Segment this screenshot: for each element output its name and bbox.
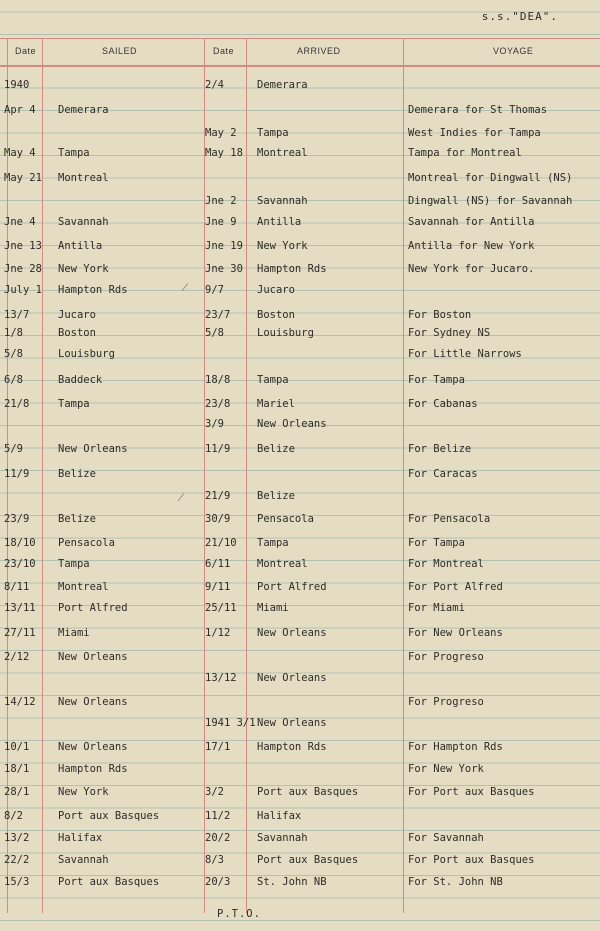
voyage-text: For New Orleans: [408, 627, 503, 639]
arrived-port: Port Alfred: [257, 581, 327, 593]
header-date-sailed: Date: [15, 46, 37, 56]
sailed-date: Jne 28: [4, 263, 42, 275]
voyage-text: For Caracas: [408, 468, 478, 480]
arrived-port: Antilla: [257, 216, 302, 228]
sailed-date: May 4: [4, 147, 36, 159]
sailed-date: Jne 4: [4, 216, 36, 228]
sailed-date: 6/8: [4, 374, 23, 386]
arrived-date: 18/8: [205, 374, 231, 386]
arrived-date: 1941 3/1: [205, 717, 256, 729]
sailed-date: 8/11: [4, 581, 30, 593]
arrived-port: Mariel: [257, 398, 295, 410]
sailed-port: New Orleans: [58, 741, 128, 753]
voyage-text: For Cabanas: [408, 398, 478, 410]
arrived-date: 20/2: [205, 832, 231, 844]
sailed-date: Jne 13: [4, 240, 42, 252]
arrived-port: Demerara: [257, 79, 308, 91]
sailed-port: New Orleans: [58, 443, 128, 455]
arrived-port: Louisburg: [257, 327, 314, 339]
arrived-date: 9/7: [205, 284, 224, 296]
sailed-port: Savannah: [58, 216, 109, 228]
sailed-port: New Orleans: [58, 696, 128, 708]
arrived-port: Tampa: [257, 537, 289, 549]
arrived-port: New Orleans: [257, 717, 327, 729]
arrived-date: 5/8: [205, 327, 224, 339]
sailed-date: 18/1: [4, 763, 30, 775]
sailed-port: Tampa: [58, 398, 90, 410]
arrived-port: Hampton Rds: [257, 741, 327, 753]
arrived-port: Port aux Basques: [257, 786, 359, 798]
arrived-port: Pensacola: [257, 513, 314, 525]
arrived-port: Miami: [257, 602, 289, 614]
arrived-date: 30/9: [205, 513, 231, 525]
voyage-text: For Montreal: [408, 558, 484, 570]
arrived-date: May 18: [205, 147, 243, 159]
voyage-text: For Tampa: [408, 374, 465, 386]
voyage-text: For Progreso: [408, 651, 484, 663]
sailed-date: 1940: [4, 79, 30, 91]
arrived-port: Montreal: [257, 558, 308, 570]
sailed-port: Port aux Basques: [58, 876, 160, 888]
voyage-text: For Hampton Rds: [408, 741, 503, 753]
arrived-port: Boston: [257, 309, 295, 321]
arrived-date: 25/11: [205, 602, 237, 614]
header-voyage: VOYAGE: [493, 46, 534, 56]
sailed-port: Demerara: [58, 104, 109, 116]
arrived-date: 13/12: [205, 672, 237, 684]
sailed-date: 10/1: [4, 741, 30, 753]
arrived-port: Belize: [257, 443, 295, 455]
arrived-port: Belize: [257, 490, 295, 502]
header-sailed: SAILED: [102, 46, 138, 56]
arrived-date: 11/2: [205, 810, 231, 822]
sailed-date: 23/9: [4, 513, 30, 525]
sailed-port: Jucaro: [58, 309, 96, 321]
voyage-text: Dingwall (NS) for Savannah: [408, 195, 573, 207]
voyage-text: New York for Jucaro.: [408, 263, 535, 275]
voyage-text: For Little Narrows: [408, 348, 522, 360]
header-date-arrived: Date: [213, 46, 235, 56]
sailed-port: Miami: [58, 627, 90, 639]
arrived-date: 3/9: [205, 418, 224, 430]
sailed-port: Louisburg: [58, 348, 115, 360]
sailed-port: New Orleans: [58, 651, 128, 663]
sailed-date: May 21: [4, 172, 42, 184]
voyage-text: For Port aux Basques: [408, 786, 535, 798]
header-arrived: ARRIVED: [297, 46, 341, 56]
arrived-date: 6/11: [205, 558, 231, 570]
voyage-text: For Sydney NS: [408, 327, 491, 339]
sailed-date: 21/8: [4, 398, 30, 410]
voyage-text: For New York: [408, 763, 484, 775]
arrived-date: 23/7: [205, 309, 231, 321]
sailed-port: Pensacola: [58, 537, 115, 549]
arrived-date: 11/9: [205, 443, 231, 455]
sailed-date: Apr 4: [4, 104, 36, 116]
sailed-date: 22/2: [4, 854, 30, 866]
sailed-port: Hampton Rds: [58, 763, 128, 775]
sailed-date: 13/7: [4, 309, 30, 321]
sailed-date: July 1: [4, 284, 42, 296]
voyage-text: For Pensacola: [408, 513, 491, 525]
voyage-text: Savannah for Antilla: [408, 216, 535, 228]
arrived-date: May 2: [205, 127, 237, 139]
sailed-date: 14/12: [4, 696, 36, 708]
arrived-date: Jne 2: [205, 195, 237, 207]
arrived-port: Hampton Rds: [257, 263, 327, 275]
voyage-text: For Progreso: [408, 696, 484, 708]
arrived-date: 21/9: [205, 490, 231, 502]
arrived-date: 21/10: [205, 537, 237, 549]
voyage-text: For Miami: [408, 602, 465, 614]
sailed-port: Belize: [58, 468, 96, 480]
sailed-port: Port Alfred: [58, 602, 128, 614]
arrived-date: 17/1: [205, 741, 231, 753]
sailed-port: Savannah: [58, 854, 109, 866]
arrived-date: Jne 9: [205, 216, 237, 228]
arrived-port: Savannah: [257, 195, 308, 207]
arrived-port: St. John NB: [257, 876, 327, 888]
arrived-port: New Orleans: [257, 418, 327, 430]
sailed-date: 5/8: [4, 348, 23, 360]
voyage-text: For Belize: [408, 443, 472, 455]
arrived-date: 1/12: [205, 627, 231, 639]
arrived-date: Jne 19: [205, 240, 243, 252]
voyage-text: For Savannah: [408, 832, 484, 844]
voyage-text: For Port aux Basques: [408, 854, 535, 866]
ship-name: s.s."DEA".: [481, 10, 558, 23]
voyage-text: For St. John NB: [408, 876, 503, 888]
arrived-date: 2/4: [205, 79, 224, 91]
sailed-date: 18/10: [4, 537, 36, 549]
sailed-port: Tampa: [58, 147, 90, 159]
voyage-text: Tampa for Montreal: [408, 147, 522, 159]
arrived-port: New York: [257, 240, 308, 252]
arrived-port: Savannah: [257, 832, 308, 844]
arrived-port: Jucaro: [257, 284, 295, 296]
sailed-port: Boston: [58, 327, 96, 339]
arrived-port: Port aux Basques: [257, 854, 359, 866]
arrived-port: Halifax: [257, 810, 302, 822]
sailed-date: 13/2: [4, 832, 30, 844]
voyage-text: Demerara for St Thomas: [408, 104, 548, 116]
sailed-date: 13/11: [4, 602, 36, 614]
voyage-text: Antilla for New York: [408, 240, 535, 252]
voyage-text: For Port Alfred: [408, 581, 503, 593]
sailed-port: New York: [58, 786, 109, 798]
sailed-port: Halifax: [58, 832, 103, 844]
sailed-date: 28/1: [4, 786, 30, 798]
page-footer: P.T.O.: [217, 908, 261, 920]
sailed-port: Antilla: [58, 240, 103, 252]
arrived-port: Tampa: [257, 127, 289, 139]
arrived-port: Montreal: [257, 147, 308, 159]
arrived-port: Tampa: [257, 374, 289, 386]
arrived-date: 23/8: [205, 398, 231, 410]
voyage-text: Montreal for Dingwall (NS): [408, 172, 573, 184]
arrived-date: 20/3: [205, 876, 231, 888]
sailed-port: New York: [58, 263, 109, 275]
arrived-port: New Orleans: [257, 672, 327, 684]
sailed-date: 11/9: [4, 468, 30, 480]
sailed-port: Hampton Rds: [58, 284, 128, 296]
arrived-date: 3/2: [205, 786, 224, 798]
sailed-port: Montreal: [58, 172, 109, 184]
arrived-date: 9/11: [205, 581, 231, 593]
pencil-mark: ⁄: [184, 283, 186, 294]
arrived-port: New Orleans: [257, 627, 327, 639]
sailed-date: 5/9: [4, 443, 23, 455]
voyage-text: For Tampa: [408, 537, 465, 549]
sailed-port: Montreal: [58, 581, 109, 593]
sailed-date: 8/2: [4, 810, 23, 822]
sailed-date: 1/8: [4, 327, 23, 339]
sailed-port: Belize: [58, 513, 96, 525]
sailed-port: Baddeck: [58, 374, 103, 386]
sailed-port: Tampa: [58, 558, 90, 570]
sailed-port: Port aux Basques: [58, 810, 160, 822]
voyage-text: For Boston: [408, 309, 472, 321]
arrived-date: 8/3: [205, 854, 224, 866]
pencil-mark: ⁄: [180, 493, 182, 504]
voyage-text: West Indies for Tampa: [408, 127, 541, 139]
arrived-date: Jne 30: [205, 263, 243, 275]
sailed-date: 15/3: [4, 876, 30, 888]
sailed-date: 23/10: [4, 558, 36, 570]
sailed-date: 27/11: [4, 627, 36, 639]
sailed-date: 2/12: [4, 651, 30, 663]
